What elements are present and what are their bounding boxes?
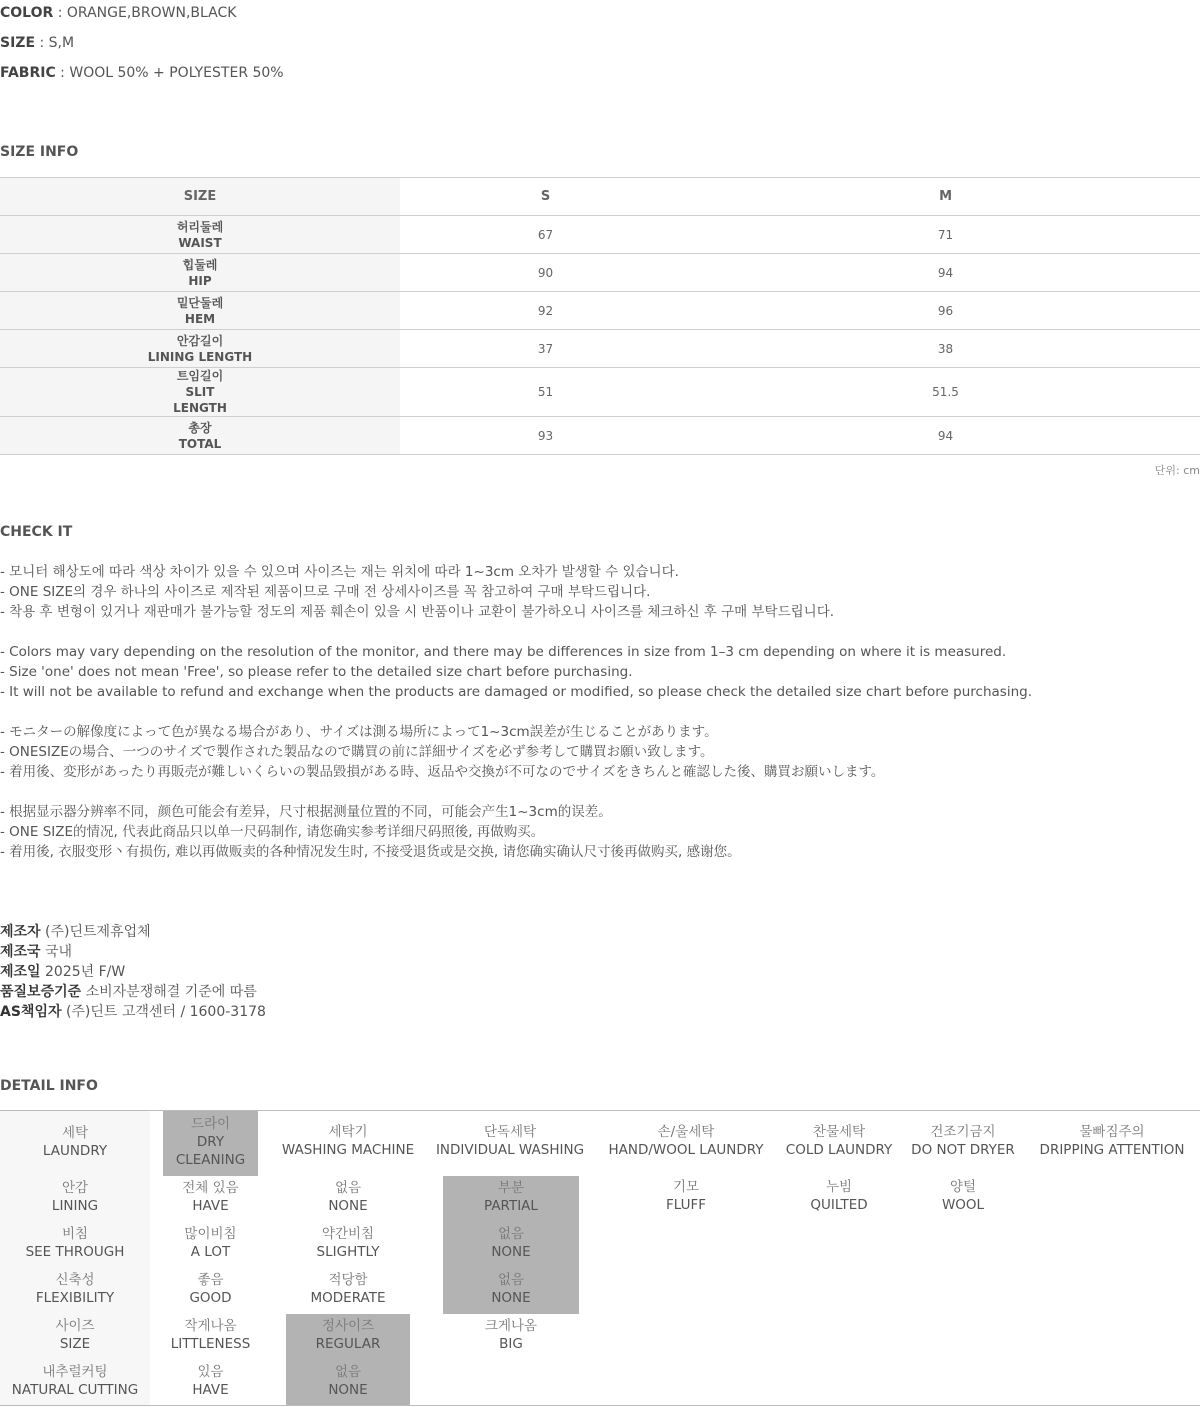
- maker-value: (주)딘트 고객센터 / 1600-3178: [61, 1004, 266, 1020]
- option-partial: [443, 1179, 579, 1215]
- en: QUILTED: [810, 1197, 868, 1213]
- cell-m: 38: [691, 330, 1200, 368]
- en: COLD LAUNDRY: [785, 1142, 893, 1158]
- check-line: - 착용 후 변형이 있거나 재판매가 불가능할 정도의 제품 훼손이 있을 시 반품이나 교환이 불가하오니 사이즈를 체크하신 후 구매 부탁드립니다.: [0, 604, 835, 620]
- spec-label: FABRIC: [0, 65, 56, 81]
- en: PARTIAL: [484, 1198, 538, 1214]
- detail-info-title: DETAIL INFO: [0, 1078, 98, 1094]
- ko: 없음: [497, 1272, 525, 1288]
- en: FLEXIBILITY: [35, 1290, 115, 1306]
- ko: 없음: [497, 1226, 525, 1242]
- en: NONE: [491, 1290, 531, 1306]
- cell-s: 92: [400, 292, 691, 330]
- option-wool: [905, 1178, 1021, 1214]
- maker-as: [0, 1002, 266, 1022]
- size-table-header: [0, 178, 1200, 216]
- size-header-m: M: [691, 178, 1200, 216]
- ko: 적당함: [328, 1272, 368, 1288]
- option-cold-laundry: [780, 1123, 898, 1159]
- en: INDIVIDUAL WASHING: [435, 1142, 585, 1158]
- en: LITTLENESS: [170, 1336, 251, 1352]
- ko: 없음: [334, 1364, 362, 1380]
- en: BIG: [499, 1336, 523, 1352]
- cell-m: 96: [691, 292, 1200, 330]
- row-label-ko: 밑단둘레: [176, 295, 224, 310]
- table-row: [0, 330, 1200, 368]
- option-slightly: [286, 1225, 410, 1261]
- cell-s: 51: [400, 368, 691, 417]
- maker-warranty: [0, 982, 257, 1002]
- row-label-en: WAIST: [178, 235, 222, 250]
- divider: [0, 1405, 1200, 1406]
- check-it-title: CHECK IT: [0, 524, 73, 540]
- option-have: [150, 1179, 271, 1215]
- ko: 부분: [497, 1180, 525, 1196]
- row-label-ko: 허리둘레: [176, 219, 224, 234]
- en: GOOD: [189, 1290, 232, 1306]
- check-line: - Size 'one' does not mean 'Free', so please refer to the detailed size chart before purchasing.: [0, 664, 633, 680]
- cell-s: 90: [400, 254, 691, 292]
- check-line: - モニターの解像度によって色が異なる場合があり、サイズは測る場所によって1~3cm誤差が生じることがあります。: [0, 724, 718, 740]
- maker-label: 제조일: [0, 964, 41, 980]
- ko: 전체 있음: [182, 1180, 239, 1196]
- ko: 비침: [61, 1226, 89, 1242]
- option-fluff: [605, 1178, 767, 1214]
- en: A LOT: [190, 1244, 231, 1260]
- table-row: [0, 254, 1200, 292]
- spec-color: [0, 4, 236, 22]
- table-row: [0, 216, 1200, 254]
- en: WOOL: [941, 1197, 985, 1213]
- check-line: - Colors may vary depending on the resolution of the monitor, and there may be differences in size from 1–3 cm depending on where it is measured.: [0, 644, 1007, 660]
- ko: 드라이: [190, 1116, 231, 1132]
- row-label-en: SLIT LENGTH: [173, 385, 227, 415]
- check-line: - ONE SIZE의 경우 하나의 사이즈로 제작된 제품이므로 구매 전 상세사이즈를 꼭 참고하여 구매 부탁드립니다.: [0, 584, 651, 600]
- en: MODERATE: [310, 1290, 386, 1306]
- ko: 양털: [949, 1179, 977, 1195]
- spec-label: COLOR: [0, 5, 54, 21]
- option-dripping-attention: [1032, 1123, 1192, 1159]
- spec-label: SIZE: [0, 35, 36, 51]
- row-label-en: HEM: [184, 311, 216, 326]
- row-label-en: HIP: [188, 273, 212, 288]
- spec-value: : S,M: [35, 35, 75, 51]
- ko: 누빔: [825, 1179, 853, 1195]
- row-label-ko: 트임길이: [176, 369, 224, 383]
- table-row: [0, 417, 1200, 455]
- detail-label-lining: [0, 1179, 150, 1215]
- option-hand-wool-laundry: [605, 1123, 767, 1159]
- ko: 사이즈: [55, 1318, 95, 1334]
- en: WASHING MACHINE: [281, 1142, 415, 1158]
- row-label: [0, 330, 400, 368]
- ko: 신축성: [55, 1272, 95, 1288]
- option-none: [443, 1271, 579, 1307]
- en: SIZE: [59, 1336, 91, 1352]
- check-line-spacer: [0, 702, 1200, 722]
- detail-label-flexibility: [0, 1271, 150, 1307]
- option-none: [286, 1363, 410, 1399]
- option-quilted: [780, 1178, 898, 1214]
- option-littleness: [150, 1317, 271, 1353]
- maker-date: [0, 962, 125, 982]
- check-line: - ONE SIZE的情况, 代表此商品只以单一尺码制作, 请您确实参考详细尺码照後, 再做购买。: [0, 824, 545, 840]
- check-it-notes: [0, 562, 1200, 862]
- row-label: [0, 417, 400, 455]
- option-regular: [286, 1317, 410, 1353]
- cell-s: 37: [400, 330, 691, 368]
- ko: 좋음: [197, 1272, 224, 1288]
- row-label-en: TOTAL: [178, 436, 222, 451]
- option-big: [443, 1317, 579, 1353]
- ko: 있음: [197, 1364, 224, 1380]
- ko: 없음: [334, 1180, 362, 1196]
- ko: 세탁기: [328, 1124, 368, 1140]
- spec-size: [0, 34, 74, 52]
- cell-m: 71: [691, 216, 1200, 254]
- maker-label: 제조국: [0, 944, 41, 960]
- cell-s: 93: [400, 417, 691, 455]
- maker-value: 소비자분쟁해결 기준에 따름: [81, 984, 257, 1000]
- en: HAND/WOOL LAUNDRY: [608, 1142, 764, 1158]
- table-row: [0, 368, 1200, 417]
- ko: 정사이즈: [321, 1318, 375, 1334]
- option-have: [150, 1363, 271, 1399]
- cell-s: 67: [400, 216, 691, 254]
- maker-country: [0, 942, 72, 962]
- row-label-ko: 안감길이: [176, 333, 224, 348]
- option-none: [443, 1225, 579, 1261]
- ko: 손/울세탁: [657, 1124, 715, 1140]
- en: SEE THROUGH: [25, 1244, 125, 1260]
- size-unit-note: 단위: cm: [1154, 464, 1200, 477]
- check-line: - 着用後, 衣服变形丶有损伤, 难以再做贩卖的各种情况发生时, 不接受退货或是交换, 请您确实确认尺寸後再做购买, 感谢您。: [0, 844, 741, 860]
- spec-fabric: [0, 64, 284, 82]
- check-line: - It will not be available to refund and exchange when the products are damaged or modified, so please check the detailed size chart before purchasing.: [0, 684, 1032, 700]
- check-line-spacer: [0, 782, 1200, 802]
- ko: 건조기금지: [930, 1124, 996, 1140]
- ko: 많이비침: [184, 1226, 237, 1242]
- spec-value: : WOOL 50% + POLYESTER 50%: [55, 65, 284, 81]
- en: HAVE: [192, 1382, 229, 1398]
- en: NONE: [491, 1244, 531, 1260]
- row-label: [0, 292, 400, 330]
- table-row: [0, 292, 1200, 330]
- option-a-lot: [150, 1225, 271, 1261]
- maker-value: 국내: [40, 944, 73, 960]
- ko: 찬물세탁: [812, 1124, 866, 1140]
- option-none: [286, 1179, 410, 1215]
- check-line: - 着用後、変形があったり再販売が難しいくらいの製品毀損がある時、返品や交換が不可なのでサイズをきちんと確認した後、購買お願いします。: [0, 764, 885, 780]
- option-individual-washing: [430, 1123, 590, 1159]
- maker-value: (주)딘트제휴업체: [40, 924, 151, 940]
- ko: 안감: [61, 1180, 89, 1196]
- en: NONE: [328, 1382, 368, 1398]
- maker-label: 품질보증기준: [0, 984, 82, 1000]
- row-label: [0, 216, 400, 254]
- cell-m: 94: [691, 417, 1200, 455]
- row-label: [0, 368, 400, 417]
- maker-value: 2025년 F/W: [40, 964, 126, 980]
- row-label-ko: 총장: [188, 420, 212, 435]
- cell-m: 94: [691, 254, 1200, 292]
- en: SLIGHTLY: [316, 1244, 380, 1260]
- ko: 세탁: [61, 1125, 89, 1141]
- check-line-spacer: [0, 622, 1200, 642]
- check-line: - ONESIZEの場合、一つのサイズで製作された製品なので購買の前に詳細サイズを必ず参考して購買お願い致します。: [0, 744, 714, 760]
- cell-m: 51.5: [691, 368, 1200, 417]
- ko: 단독세탁: [483, 1124, 537, 1140]
- option-do-not-dryer: [905, 1123, 1021, 1159]
- en: LINING: [51, 1198, 99, 1214]
- en: HAVE: [192, 1198, 229, 1214]
- option-washing-machine: [278, 1123, 418, 1159]
- en: NATURAL CUTTING: [11, 1382, 139, 1398]
- en: LAUNDRY: [42, 1143, 108, 1159]
- detail-label-laundry: [0, 1124, 150, 1160]
- maker-label: AS책임자: [0, 1004, 62, 1020]
- detail-label-size: [0, 1317, 150, 1353]
- en: DRY CLEANING: [175, 1134, 246, 1168]
- row-label-en: LINING LENGTH: [147, 349, 253, 364]
- en: DRIPPING ATTENTION: [1039, 1142, 1185, 1158]
- size-header-s: S: [400, 178, 691, 216]
- option-dry-cleaning: [163, 1115, 258, 1169]
- size-table: [0, 177, 1200, 455]
- ko: 약간비침: [321, 1226, 375, 1242]
- row-label: [0, 254, 400, 292]
- option-good: [150, 1271, 271, 1307]
- en: NONE: [328, 1198, 368, 1214]
- row-label-ko: 힙둘레: [182, 257, 218, 272]
- maker-manufacturer: [0, 922, 151, 942]
- en: FLUFF: [665, 1197, 707, 1213]
- ko: 작게나옴: [184, 1318, 237, 1334]
- size-header-label: SIZE: [0, 178, 400, 216]
- check-line: - 根据显示器分辨率不同，颜色可能会有差异，尺寸根据测量位置的不同，可能会产生1~3cm的误差。: [0, 804, 612, 820]
- en: DO NOT DRYER: [911, 1142, 1015, 1158]
- detail-label-natural-cutting: [0, 1363, 150, 1399]
- ko: 내추럴커팅: [42, 1364, 108, 1380]
- en: REGULAR: [315, 1336, 381, 1352]
- maker-label: 제조자: [0, 924, 41, 940]
- ko: 크게나옴: [484, 1318, 538, 1334]
- size-info-title: SIZE INFO: [0, 144, 79, 160]
- option-moderate: [286, 1271, 410, 1307]
- detail-label-see-through: [0, 1225, 150, 1261]
- ko: 물빠짐주의: [1079, 1124, 1145, 1140]
- spec-value: : ORANGE,BROWN,BLACK: [53, 5, 237, 21]
- check-line: - 모니터 해상도에 따라 색상 차이가 있을 수 있으며 사이즈는 재는 위치에 따라 1~3cm 오차가 발생할 수 있습니다.: [0, 564, 679, 580]
- ko: 기모: [672, 1179, 700, 1195]
